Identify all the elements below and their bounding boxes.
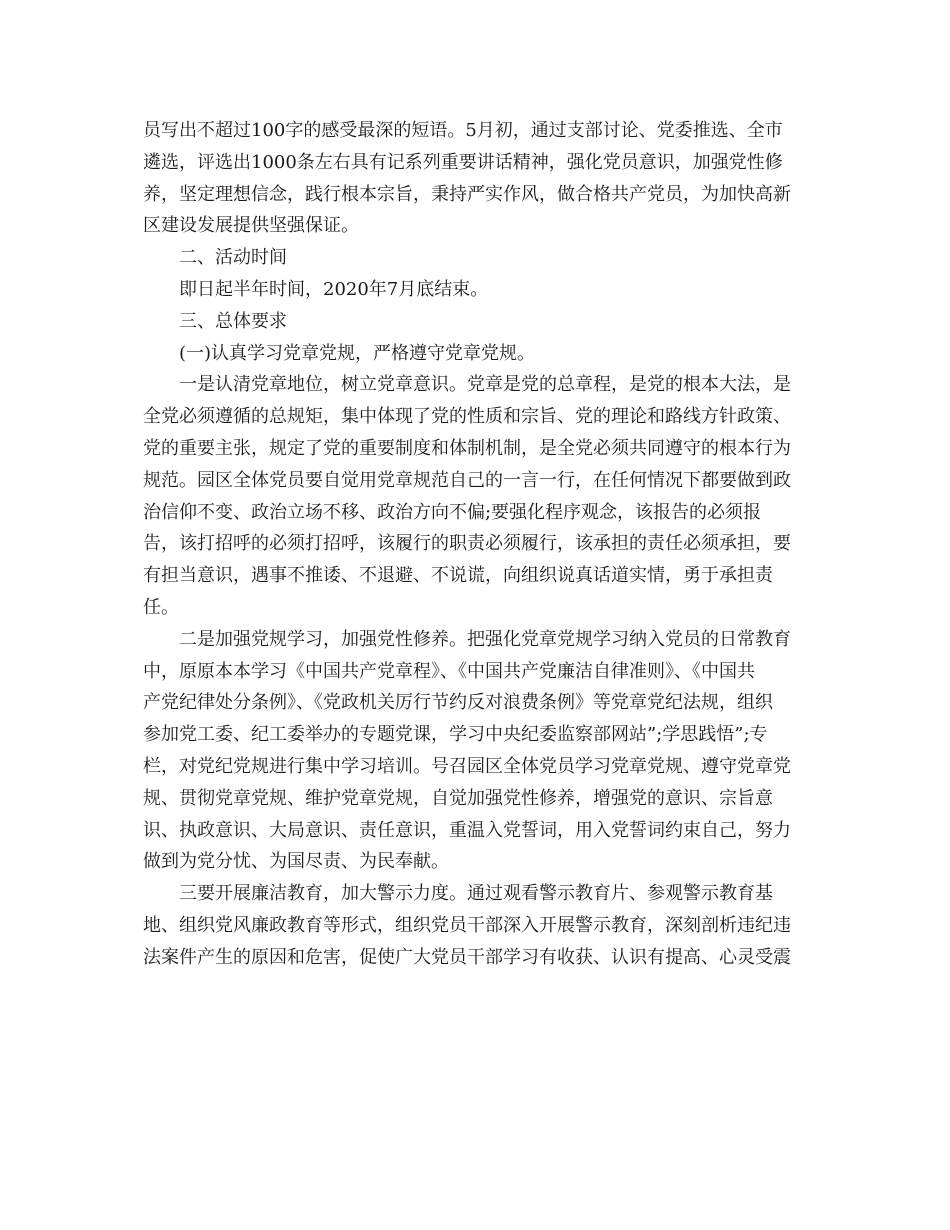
text-line: 全党必须遵循的总规矩，集中体现了党的性质和宗旨、党的理论和路线方针政策、 <box>143 406 791 428</box>
section-heading-general-requirements: 三、总体要求 <box>179 310 287 332</box>
text-line: 做到为党分忧、为国尽责、为民奉献。 <box>143 851 449 873</box>
text-line: 栏，对党纪党规进行集中学习培训。号召园区全体党员学习党章党规、遵守党章党 <box>143 755 791 777</box>
text-line: 任。 <box>143 596 179 618</box>
text-line: 告，该打招呼的必须打招呼，该履行的职责必须履行，该承担的责任必须承担，要 <box>143 533 791 555</box>
section-heading-activity-time: 二、活动时间 <box>179 247 287 269</box>
text-line: 党的重要主张，规定了党的重要制度和体制机制，是全党必须共同遵守的根本行为 <box>143 437 791 459</box>
text-line: 规范。园区全体党员要自觉用党章规范自己的一言一行，在任何情况下都要做到政 <box>143 469 791 491</box>
text-line: 养，坚定理想信念，践行根本宗旨，秉持严实作风，做合格共产党员，为加快高新 <box>143 183 791 205</box>
text-line: 有担当意识，遇事不推诿、不退避、不说谎，向组织说真话道实情，勇于承担责 <box>143 565 773 587</box>
text-line: 参加党工委、纪工委举办的专题党课，学习中央纪委监察部网站”;学思践悟”;专 <box>143 724 768 746</box>
text-line: 三要开展廉洁教育，加大警示力度。通过观看警示教育片、参观警示教育基 <box>179 883 773 905</box>
subsection-heading: (一)认真学习党章党规，严格遵守党章党规。 <box>179 342 536 364</box>
text-line: 中，原原本本学习《中国共产党章程》、《中国共产党廉洁自律准则》、《中国共 <box>143 660 755 682</box>
text-line: 识、执政意识、大局意识、责任意识，重温入党誓词，用入党誓词约束自己，努力 <box>143 819 791 841</box>
document-body <box>143 115 813 974</box>
text-line: 即日起半年时间，2020年7月底结束。 <box>179 278 489 300</box>
text-line: 规、贯彻党章党规、维护党章党规，自觉加强党性修养，增强党的意识、宗旨意 <box>143 787 773 809</box>
text-line: 治信仰不变、政治立场不移、政治方向不偏;要强化程序观念，该报告的必须报 <box>143 501 762 523</box>
text-line: 地、组织党风廉政教育等形式，组织党员干部深入开展警示教育，深刻剖析违纪违 <box>143 914 791 936</box>
text-line: 产党纪律处分条例》、《党政机关厉行节约反对浪费条例》等党章党纪法规，组织 <box>143 692 773 714</box>
text-line: 一是认清党章地位，树立党章意识。党章是党的总章程，是党的根本大法，是 <box>179 374 791 396</box>
text-line: 区建设发展提供坚强保证。 <box>143 215 359 237</box>
text-line: 员写出不超过100字的感受最深的短语。5月初，通过支部讨论、党委推选、全市 <box>143 120 783 141</box>
text-line: 法案件产生的原因和危害，促使广大党员干部学习有收获、认识有提高、心灵受震 <box>143 946 791 968</box>
text-line: 遴选，评选出1000条左右具有记系列重要讲话精神，强化党员意识，加强党性修 <box>143 151 783 173</box>
text-line: 二是加强党规学习，加强党性修养。把强化党章党规学习纳入党员的日常教育 <box>179 628 791 650</box>
